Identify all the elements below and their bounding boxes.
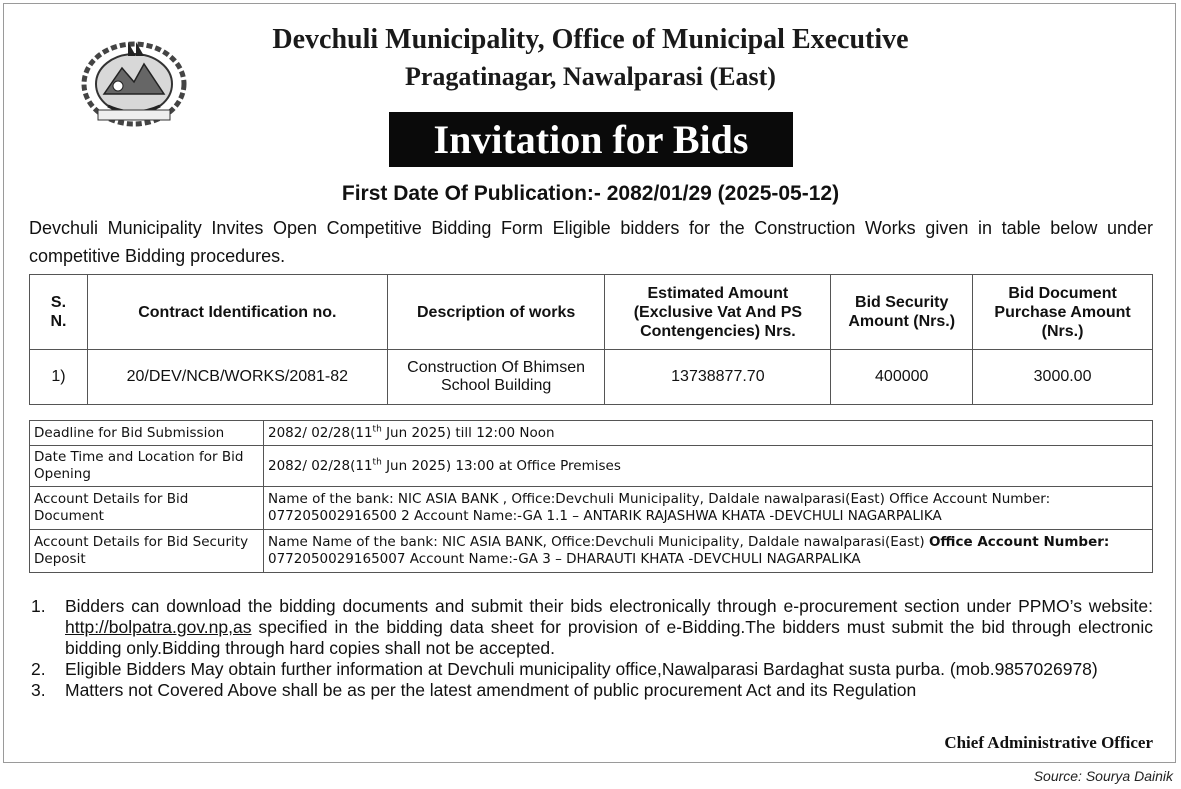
invitation-banner: Invitation for Bids	[389, 112, 793, 167]
table-row	[30, 446, 1153, 487]
header-estimated-amount: Estimated Amount (Exclusive Vat And PS Contengencies) Nrs.	[605, 275, 831, 350]
list-item: 3. Matters not Covered Above shall be as per the latest amendment of public procurement Act and its Regulation	[31, 680, 917, 700]
header-purchase-amount: Bid Document Purchase Amount (Nrs.)	[973, 275, 1153, 350]
cell-purchase-amount: 3000.00	[973, 350, 1153, 405]
doc-account-label: Account Details for Bid Document	[30, 487, 264, 530]
bolpatra-link[interactable]: http://bolpatra.gov.np,as	[65, 617, 252, 637]
office-title: Devchuli Municipality, Office of Municipal Executive	[272, 24, 909, 55]
signature-title: Chief Administrative Officer	[944, 733, 1153, 752]
table-row	[30, 487, 1153, 530]
table-row	[30, 350, 1153, 405]
header-description: Description of works	[387, 275, 605, 350]
doc-account-value: Name of the bank: NIC ASIA BANK , Office:Devchuli Municipality, Daldale nawalparasi(East) Office Account Number: 077205002916500 2 Account Name:-GA 1.1 – ANTARIK RAJASHWA KHATA -DEVCHULI NAGARPALIKA	[264, 487, 1153, 530]
source-credit: Source: Sourya Dainik	[1033, 768, 1173, 784]
cell-sn: 1)	[30, 350, 88, 405]
notes-list	[29, 596, 1153, 701]
header-contract-id: Contract Identification no.	[87, 275, 387, 350]
intro-paragraph: Devchuli Municipality Invites Open Competitive Bidding Form Eligible bidders for the Construction Works given in table below under competitive Bidding procedures.	[29, 218, 1153, 266]
cell-contract-id: 20/DEV/NCB/WORKS/2081-82	[87, 350, 387, 405]
bid-table-header-row	[30, 275, 1153, 350]
table-row	[30, 530, 1153, 573]
list-item: 2. Eligible Bidders May obtain further information at Devchuli municipality office,Nawalparasi Bardaghat susta purba. (mob.9857026978)	[31, 659, 1098, 679]
office-location: Pragatinagar, Nawalparasi (East)	[405, 62, 776, 91]
bid-table	[29, 274, 1153, 405]
header-bid-security: Bid Security Amount (Nrs.)	[831, 275, 973, 350]
table-row	[30, 421, 1153, 446]
security-account-value: Name Name of the bank: NIC ASIA BANK, Office:Devchuli Municipality, Daldale nawalparasi(East) Office Account Number: 0772050029165007 Account Name:-GA 3 – DHARAUTI KHATA -DEVCHULI NAGARPALIKA	[264, 530, 1153, 573]
cell-description: Construction Of Bhimsen School Building	[387, 350, 605, 405]
bid-info-table	[29, 420, 1153, 573]
security-account-label: Account Details for Bid Security Deposit	[30, 530, 264, 573]
cell-bid-security: 400000	[831, 350, 973, 405]
list-item: 1. Bidders can download the bidding documents and submit their bids electronically through e-procurement section under PPMO’s website: http://bolpatra.gov.np,as specified in the bidding data sheet for provision of e-Bidding.The bidders must submit the bid through electronic bidding only.Bidding through hard copies shall not be accepted.	[31, 596, 1153, 658]
deadline-value: 2082/ 02/28(11th Jun 2025) till 12:00 Noon	[264, 421, 1153, 446]
opening-value: 2082/ 02/28(11th Jun 2025) 13:00 at Office Premises	[264, 446, 1153, 487]
deadline-label: Deadline for Bid Submission	[30, 421, 264, 446]
publication-date: First Date Of Publication:- 2082/01/29 (2025-05-12)	[341, 182, 840, 205]
opening-label: Date Time and Location for Bid Opening	[30, 446, 264, 487]
cell-estimated-amount: 13738877.70	[605, 350, 831, 405]
header-sn: S. N.	[30, 275, 88, 350]
